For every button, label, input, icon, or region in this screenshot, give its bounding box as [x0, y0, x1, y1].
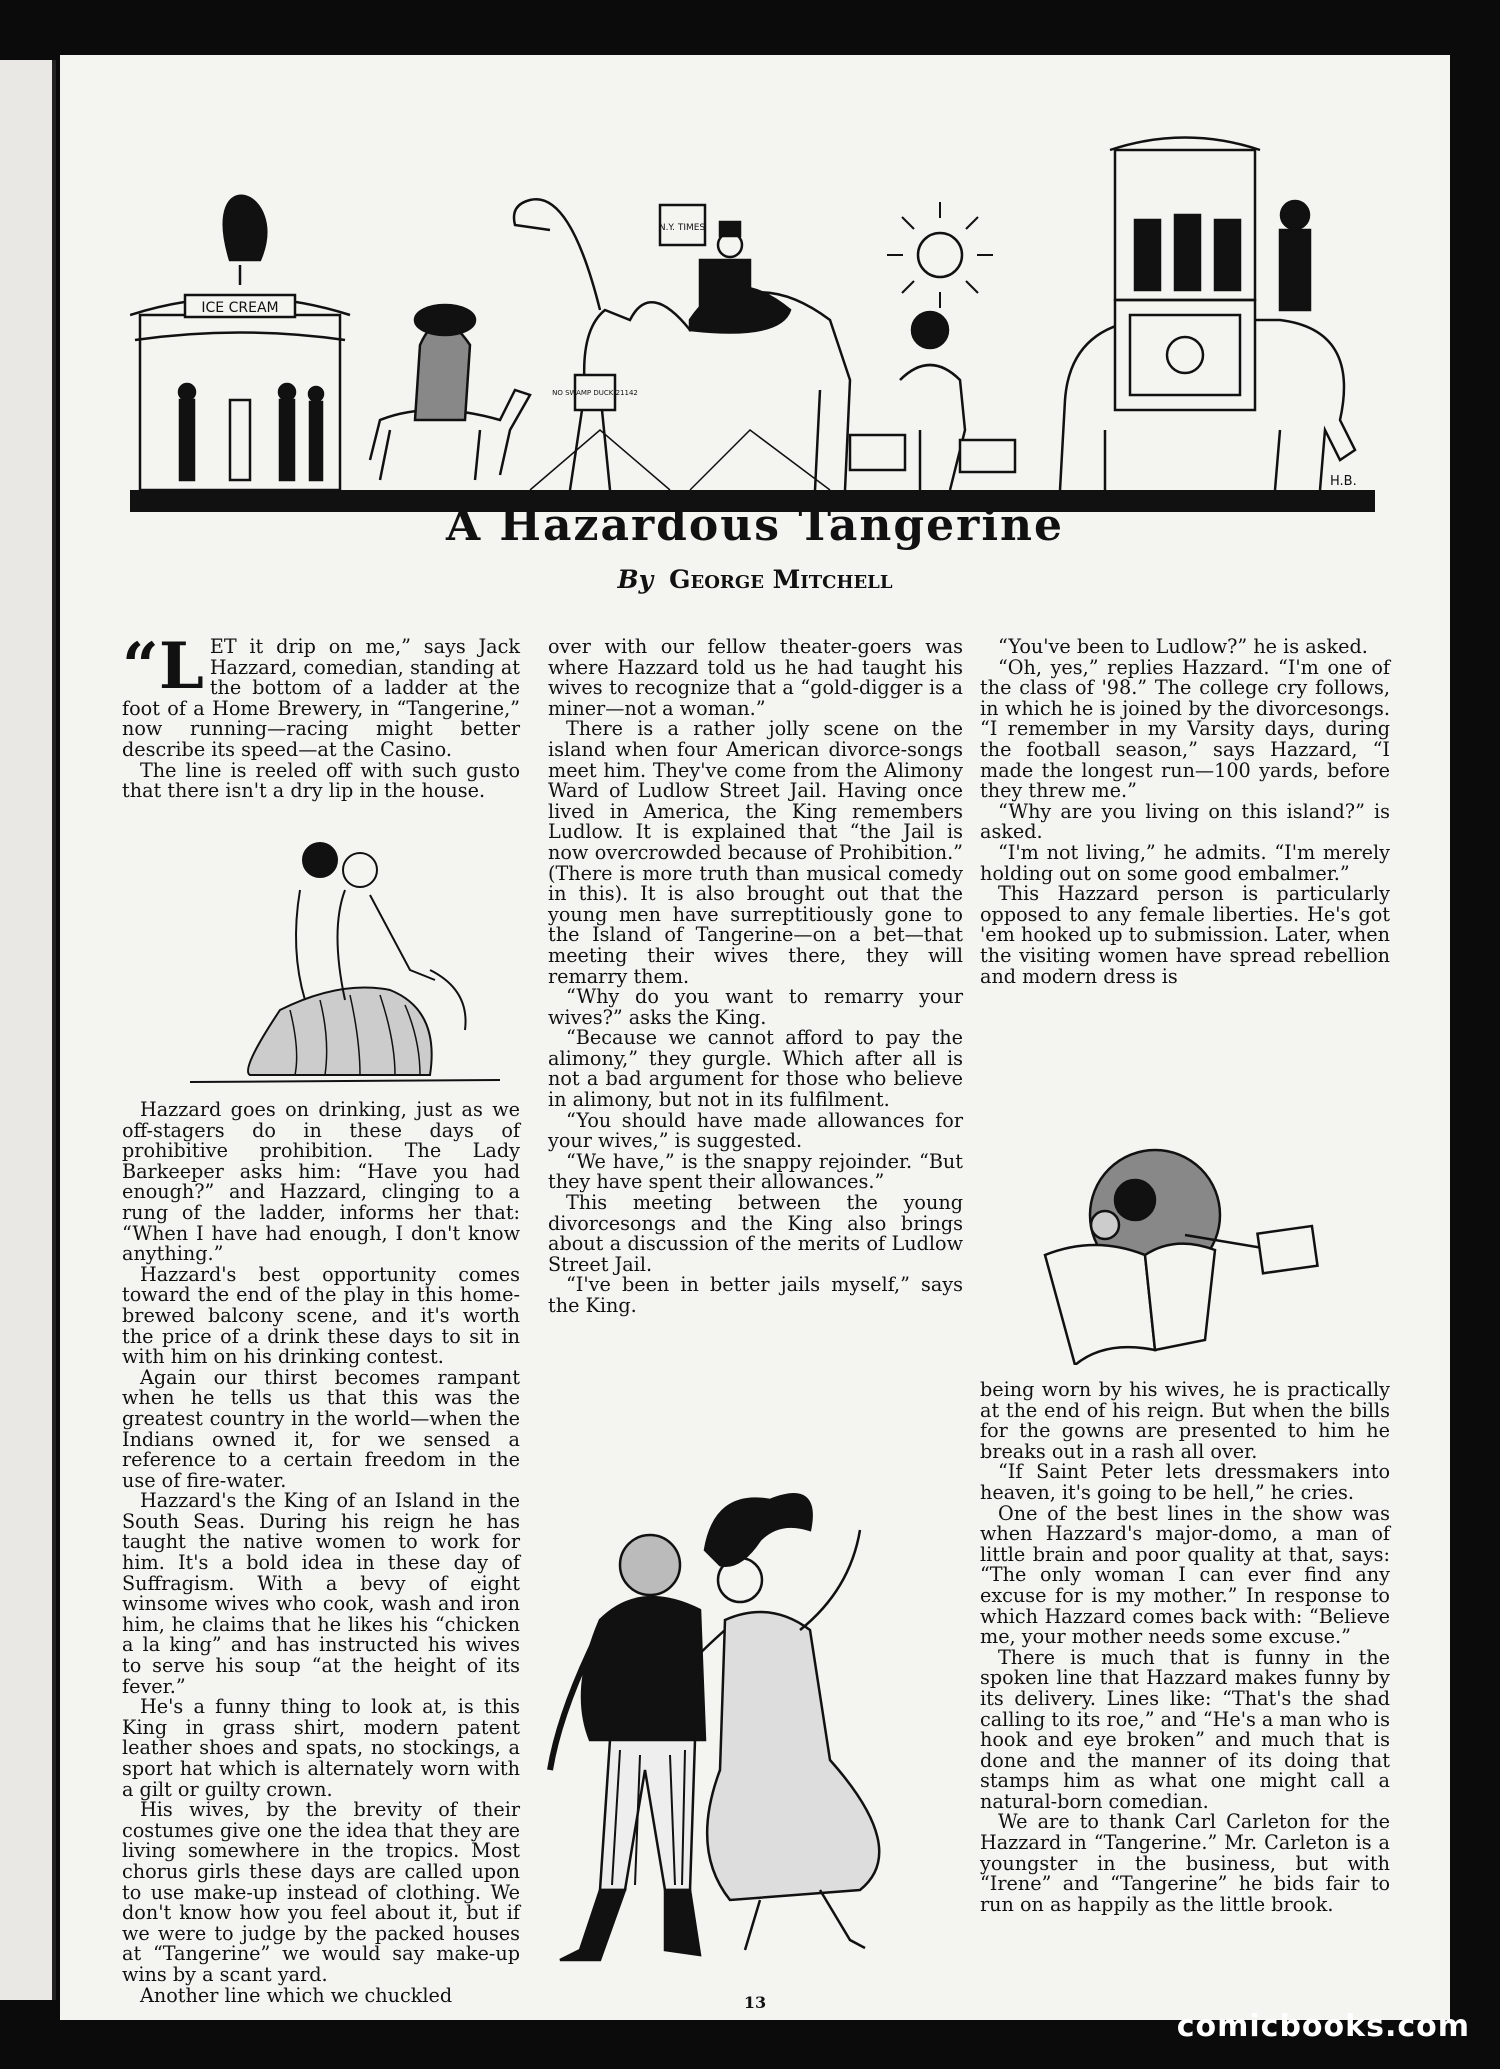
reading-couple-illustration — [1035, 1140, 1335, 1365]
drop-cap: “L — [122, 629, 204, 704]
paragraph: “You've been to Ludlow?” he is asked. — [998, 635, 1368, 658]
couple-illustration — [180, 830, 520, 1085]
column-3-top — [980, 637, 1390, 987]
artist-initials: H.B. — [1330, 474, 1357, 489]
author-name: George Mitchell — [669, 565, 893, 594]
paragraph: There is a rather jolly scene on the island when four American divorce-songs meet him. They've come from the Alimony Ward of Ludlow Street Jail. Having once lived in America, the King remembers Ludlow. It is explained that “the Jail is now overcrowded because of Prohibition.” (There is more truth than musical comedy in this). It is also brought out that the young men have surreptitiously gone to the Island of Tangerine—on a bet—that meeting their wives there, they will remarry them. — [548, 717, 963, 988]
paragraph: “Oh, yes,” replies Hazzard. “I'm one of the class of '98.” The college cry follows, in which he is joined by the divorcesongs. “I remember in my Varsity days, during the football season,” says Hazzard, “I made the longest run—100 yards, before they threw me.” — [980, 655, 1390, 803]
paragraph: Again our thirst becomes rampant when he tells us that this was the greatest country in the world—when the Indians owned it, for we sensed a reference to a certain freedom in the use of fire-water. — [122, 1365, 520, 1492]
paragraph: “I'm not living,” he admits. “I'm merely holding out on some good embalmer.” — [980, 840, 1390, 885]
paragraph: over with our fellow theater-goers was where Hazzard told us he had taught his wives to recognize that a “gold-digger is a miner—not a woman.” — [548, 635, 963, 720]
paragraph: This meeting between the young divorcesongs and the King also brings about a discussion of the merits of Ludlow Street Jail. — [548, 1191, 963, 1276]
paragraph: There is much that is funny in the spoken line that Hazzard makes funny by its delivery. Lines like: “That's the shad calling to its roe,” and “He's a man who is hook and eye broken” and much that is done and the manner of its doing that stamps him as what one might call a natural-born comedian. — [980, 1645, 1390, 1813]
column-1-top — [122, 629, 520, 803]
paragraph: Hazzard's the King of an Island in the South Seas. During his reign he has taught the native women to work for him. It's a bold idea in these day of Suffragism. With a bevy of eight winsome wives who cook, wash and iron him, he claims that he likes his “chicken a la king” and has instructed his wives to serve his soup “at the height of its fever.” — [122, 1489, 520, 1698]
paragraph: “Why do you want to remarry your wives?” asks the King. — [548, 985, 963, 1029]
paragraph: Hazzard's best opportunity comes toward the end of the play in this home-brewed balcony scene, and it's worth the price of a drink these days to sit in with him on his drinking contest. — [122, 1262, 520, 1369]
paragraph: “L ET it drip on me,” says Jack Hazzard, comedian, standing at the bottom of a ladder at the foot of a Home Brewery, in “Tangerine,” now running—racing might better describe its speed—at the Casino. — [122, 629, 520, 761]
newspaper-label: N.Y. TIMES — [658, 223, 706, 233]
paragraph: “I've been in better jails myself,” says the King. — [548, 1273, 963, 1317]
paragraph: “Because we cannot afford to pay the alimony,” they gurgle. Which after all is not a bad argument for those who believe in alimony, but not in its fulfilment. — [548, 1026, 963, 1112]
watermark: comicbooks.com — [1176, 2009, 1470, 2044]
column-1-bottom — [122, 1100, 520, 2006]
paragraph: “We have,” is the snappy rejoinder. “But they have spent their allowances.” — [548, 1149, 963, 1194]
paragraph: Another line which we chuckled — [140, 1983, 453, 2007]
header-illustration — [130, 130, 1375, 520]
paragraph: One of the best lines in the show was when Hazzard's major-domo, a man of little brain and poor quality at that, says: “The only woman I can ever find any excuse for is my mother.” In response to which Hazzard comes back with: “Believe me, your mother needs some excuse.” — [980, 1501, 1390, 1649]
paragraph: This Hazzard person is particularly opposed to any female liberties. He's got 'em hooked up to submission. Later, when the visiting women have spread rebellion and modern dress is — [980, 882, 1390, 988]
paragraph: His wives, by the brevity of their costumes give one the idea that they are living somewhere in the tropics. Most chorus girls these days are called upon to use make-up instead of clothing. We don't know how you feel about it, but if we were to judge by the packed houses at “Tangerine” we would say make-up wins by a scant yard. — [122, 1798, 520, 1986]
facing-page-edge — [0, 60, 56, 2000]
paragraph: He's a funny thing to look at, is this King in grass shirt, modern patent leather shoes and spats, no stockings, a sport hat which is alternately worn with a gilt or guilty crown. — [122, 1695, 520, 1801]
paragraph: We are to thank Carl Carleton for the Hazzard in “Tangerine.” Mr. Carleton is a youngster in the business, but with “Irene” and “Tangerine” he bids fair to run on as happily as the little brook. — [980, 1810, 1390, 1916]
paragraph: “You should have made allowances for your wives,” is suggested. — [548, 1108, 963, 1153]
paragraph: “Why are you living on this island?” is asked. — [980, 799, 1390, 844]
byline — [60, 565, 1450, 594]
page-number: 13 — [743, 1993, 767, 2012]
paragraph: The line is reeled off with such gusto that there isn't a dry lip in the house. — [122, 758, 520, 803]
magazine-page — [60, 55, 1450, 2020]
column-2 — [548, 637, 963, 1317]
byline-prefix: By — [617, 565, 654, 594]
column-3-bottom — [980, 1380, 1390, 1915]
paragraph: being worn by his wives, he is practically at the end of his reign. But when the bills for the gowns are presented to him he breaks out in a rash all over. — [980, 1378, 1390, 1463]
ice-cream-sign: ICE CREAM — [201, 300, 279, 316]
dancing-couple-illustration — [530, 1470, 970, 1980]
article-title: A Hazardous Tangerine — [445, 500, 1065, 551]
paragraph: Hazzard goes on drinking, just as we off-stagers do in these days of prohibitive prohibition. The Lady Barkeeper asks him: “Have you had enough?” and Hazzard, clinging to a rung of the ladder, informs her that: “When I have had enough, I don't know anything.” — [122, 1098, 520, 1266]
paragraph: “If Saint Peter lets dressmakers into heaven, it's going to be hell,” he cries. — [980, 1460, 1390, 1504]
sandwich-sign: NO SWAMP DUCK 21142 — [552, 389, 638, 397]
